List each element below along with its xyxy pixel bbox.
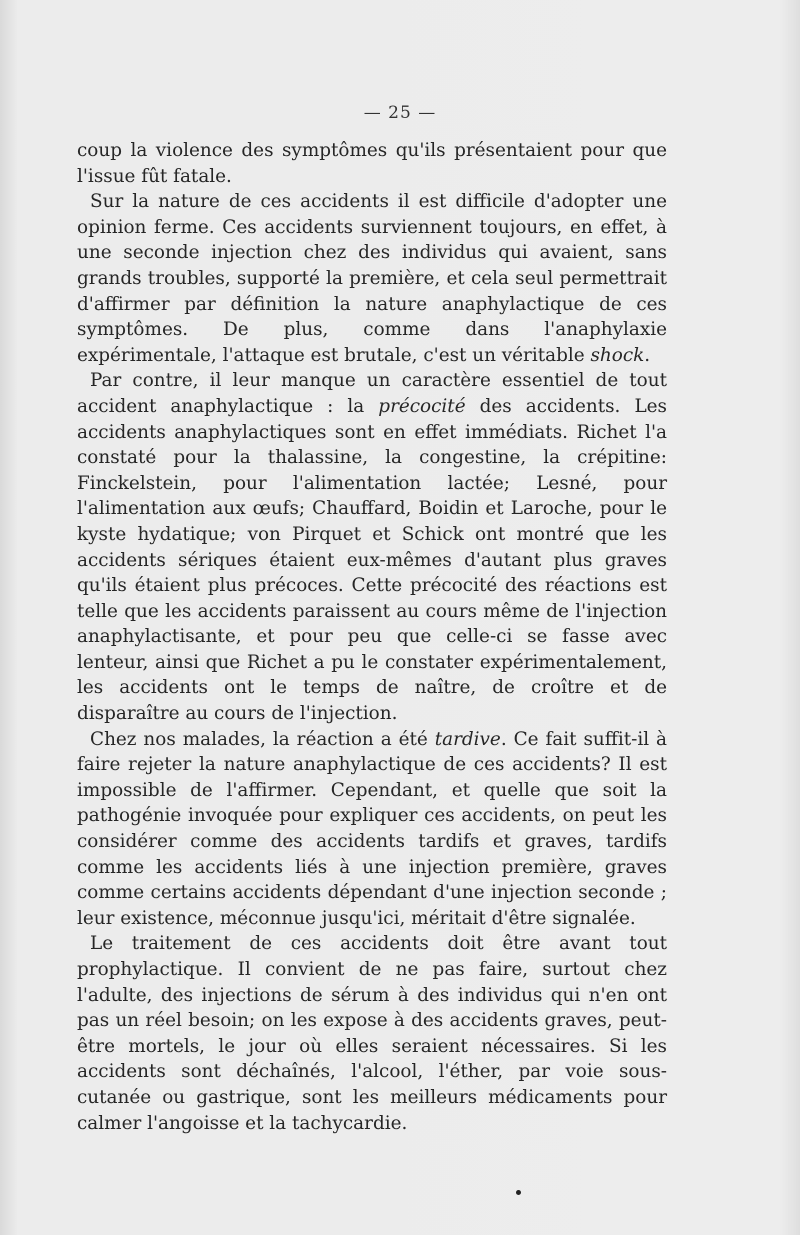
italic-text-run: shock <box>590 344 645 366</box>
text-run: coup la violence des symptômes qu'ils présentaient pour que l'issue fût fatale. <box>77 140 667 187</box>
ink-speck <box>516 1190 521 1195</box>
text-run: Le traitement de ces accidents doit être avant tout prophylactique. Il convient de ne pas faire, surtout chez l'adulte, des injections de sérum à des individus qui n'en ont pas un réel besoin; on les expose à des accidents graves, peut-être mortels, le jour où elles seraient nécessaires. Si les accidents sont déchaînés, l'alcool, l'éther, par voie sous-cutanée ou gastrique, sont les meilleurs médicaments pour calmer l'angoisse et la tachycardie. <box>77 933 667 1134</box>
paragraph <box>77 931 667 1136</box>
text-run: . Ce fait suffit-il à faire rejeter la nature anaphylactique de ces accidents? Il est impossible de l'affirmer. Cependant, et quelle que soit la pathogénie invoquée pour expliquer ces accidents, on peut les considérer comme des accidents tardifs et graves, tardifs comme les accidents liés à une injection première, graves comme certains accidents dépendant d'une injection seconde ; leur existence, méconnue jusqu'ici, méritait d'être signalée. <box>77 728 667 929</box>
paragraph <box>77 368 667 726</box>
paragraph <box>77 138 667 189</box>
text-run: . <box>644 344 651 366</box>
text-run: Chez nos malades, la réaction a été <box>90 728 435 750</box>
paragraph <box>77 189 667 368</box>
italic-text-run: tardive <box>434 728 501 750</box>
paragraph <box>77 727 667 932</box>
italic-text-run: précocité <box>378 395 466 417</box>
body-text <box>77 138 667 1136</box>
text-run: Sur la nature de ces accidents il est difficile d'adopter une opinion ferme. Ces accidents surviennent toujours, en effet, à une seconde injection chez des individus qui avaient, sans grands troubles, supporté la première, et cela seul permettrait d'affirmer par définition la nature anaphylactique de ces symptômes. De plus, comme dans l'anaphylaxie expérimentale, l'attaque est brutale, c'est un véritable <box>77 191 667 366</box>
page-number: — 25 — <box>363 103 437 123</box>
text-run: des accidents. Les accidents anaphylactiques sont en effet immédiats. Richet l'a constaté pour la thalassine, la congestine, la crépitine: Finckelstein, pour l'alimentation lactée; Lesné, pour l'alimentation aux œufs; Chauffard, Boidin et Laroche, pour le kyste hydatique; von Pirquet et Schick ont montré que les accidents sériques étaient eux-mêmes d'autant plus graves qu'ils étaient plus précoces. Cette précocité des réactions est telle que les accidents paraissent au cours même de l'injection anaphylactisante, et pour peu que celle-ci se fasse avec lenteur, ainsi que Richet a pu le constater expérimentalement, les accidents ont le temps de naître, de croître et de disparaître au cours de l'injection. <box>77 395 667 725</box>
text-run: Par contre, il leur manque un caractère essentiel de tout accident anaphylactique : la <box>77 370 667 417</box>
